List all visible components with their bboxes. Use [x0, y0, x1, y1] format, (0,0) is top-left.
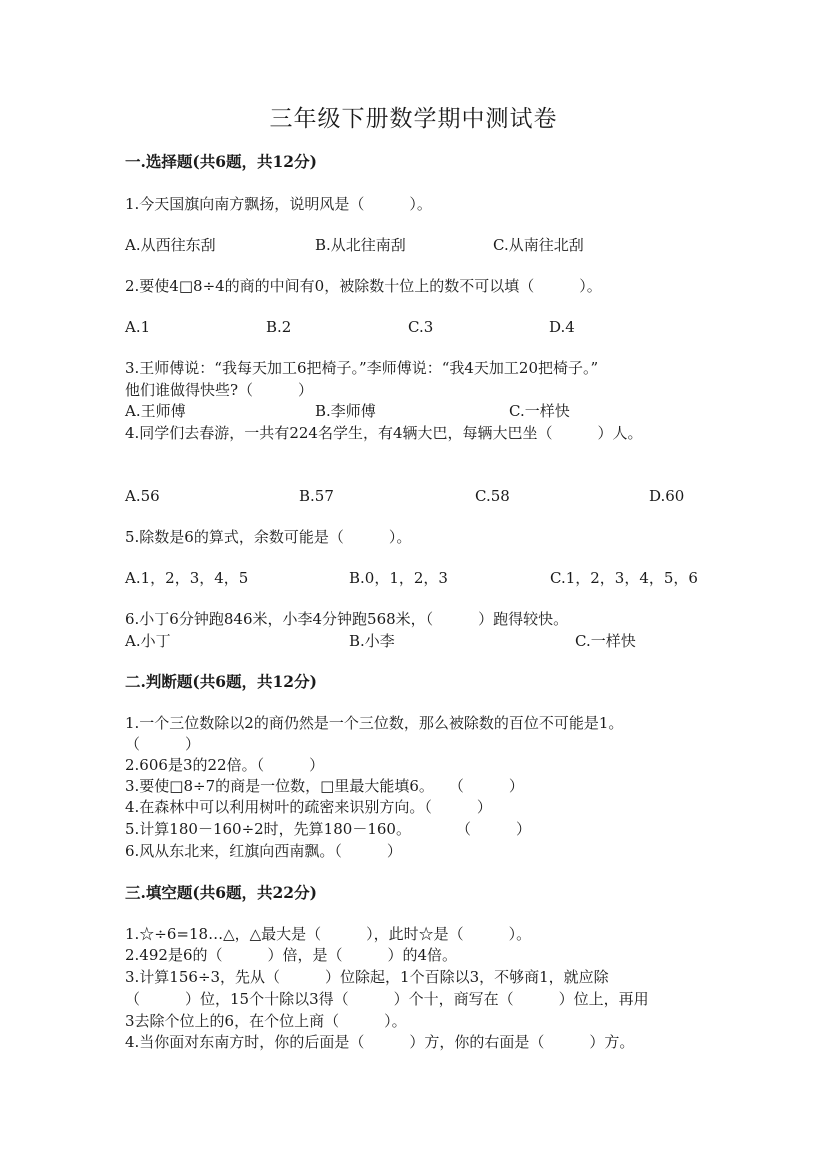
question-3-option-b: B.李师傅: [315, 402, 376, 420]
question-3-option-a: A.王师傅: [125, 402, 186, 420]
section-heading-fill-blank: 三.填空题(共6题，共22分): [125, 883, 317, 902]
page-title: 三年级下册数学期中测试卷: [269, 106, 558, 132]
question-3-stem-line1: 3.王师傅说：“我每天加工6把椅子。”李师傅说：“我4天加工20把椅子。”: [125, 359, 599, 377]
fill-item-1: 1.☆÷6=18…△，△最大是（ ），此时☆是（ ）。: [125, 925, 532, 943]
judgement-item-5: 5.计算180－160÷2时，先算180－160。 （ ）: [125, 820, 531, 838]
question-4-option-a: A.56: [125, 487, 160, 505]
question-5-option-a: A.1，2，3，4，5: [125, 569, 249, 587]
fill-item-4: 4.当你面对东南方时，你的后面是（ ）方，你的右面是（ ）方。: [125, 1033, 635, 1051]
judgement-item-3: 3.要使□8÷7的商是一位数，□里最大能填6。 （ ）: [125, 777, 524, 795]
judgement-item-1: 1.一个三位数除以2的商仍然是一个三位数，那么被除数的百位不可能是1。: [125, 714, 624, 732]
question-3-stem-line2: 他们谁做得快些?（ ）: [125, 381, 314, 399]
question-4-option-b: B.57: [299, 487, 334, 505]
question-6-option-b: B.小李: [349, 632, 395, 650]
question-4-option-c: C.58: [475, 487, 510, 505]
question-5-option-c: C.1，2，3，4，5，6: [550, 569, 698, 587]
question-6-option-a: A.小丁: [125, 632, 171, 650]
judgement-item-4: 4.在森林中可以利用树叶的疏密来识别方向。（ ）: [125, 798, 492, 816]
fill-item-3-line2: （ ）位，15个十除以3得（ ）个十，商写在（ ）位上，再用: [125, 990, 649, 1008]
question-4-stem: 4.同学们去春游，一共有224名学生，有4辆大巴，每辆大巴坐（ ）人。: [125, 424, 643, 442]
fill-item-2: 2.492是6的（ ）倍，是（ ）的4倍。: [125, 946, 458, 964]
question-4-option-d: D.60: [649, 487, 685, 505]
fill-item-3-line1: 3.计算156÷3，先从（ ）位除起，1个百除以3，不够商1，就应除: [125, 968, 609, 986]
question-5-option-b: B.0，1，2，3: [349, 569, 448, 587]
judgement-item-6: 6.风从东北来，红旗向西南飘。（ ）: [125, 842, 402, 860]
question-1-stem: 1.今天国旗向南方飘扬，说明风是（ ）。: [125, 195, 432, 213]
question-3-option-c: C.一样快: [509, 402, 570, 420]
question-2-option-a: A.1: [125, 318, 151, 336]
question-2-option-c: C.3: [408, 318, 434, 336]
question-2-stem: 2.要使4□8÷4的商的中间有0，被除数十位上的数不可以填（ ）。: [125, 277, 602, 295]
fill-item-3-line3: 3去除个位上的6，在个位上商（ ）。: [125, 1012, 407, 1030]
question-1-option-b: B.从北往南刮: [315, 236, 406, 254]
question-1-option-c: C.从南往北刮: [493, 236, 584, 254]
question-6-option-c: C.一样快: [575, 632, 636, 650]
section-heading-judgement: 二.判断题(共6题，共12分): [125, 672, 317, 691]
question-2-option-d: D.4: [549, 318, 575, 336]
question-6-stem: 6.小丁6分钟跑846米，小李4分钟跑568米，（ ）跑得较快。: [125, 610, 569, 628]
question-1-option-a: A.从西往东刮: [125, 236, 216, 254]
question-2-option-b: B.2: [266, 318, 292, 336]
judgement-item-2: 2.606是3的22倍。（ ）: [125, 756, 325, 774]
section-heading-choice: 一.选择题(共6题，共12分): [125, 152, 317, 171]
question-5-stem: 5.除数是6的算式，余数可能是（ ）。: [125, 528, 412, 546]
judgement-item-1-blank: （ ）: [125, 735, 201, 753]
